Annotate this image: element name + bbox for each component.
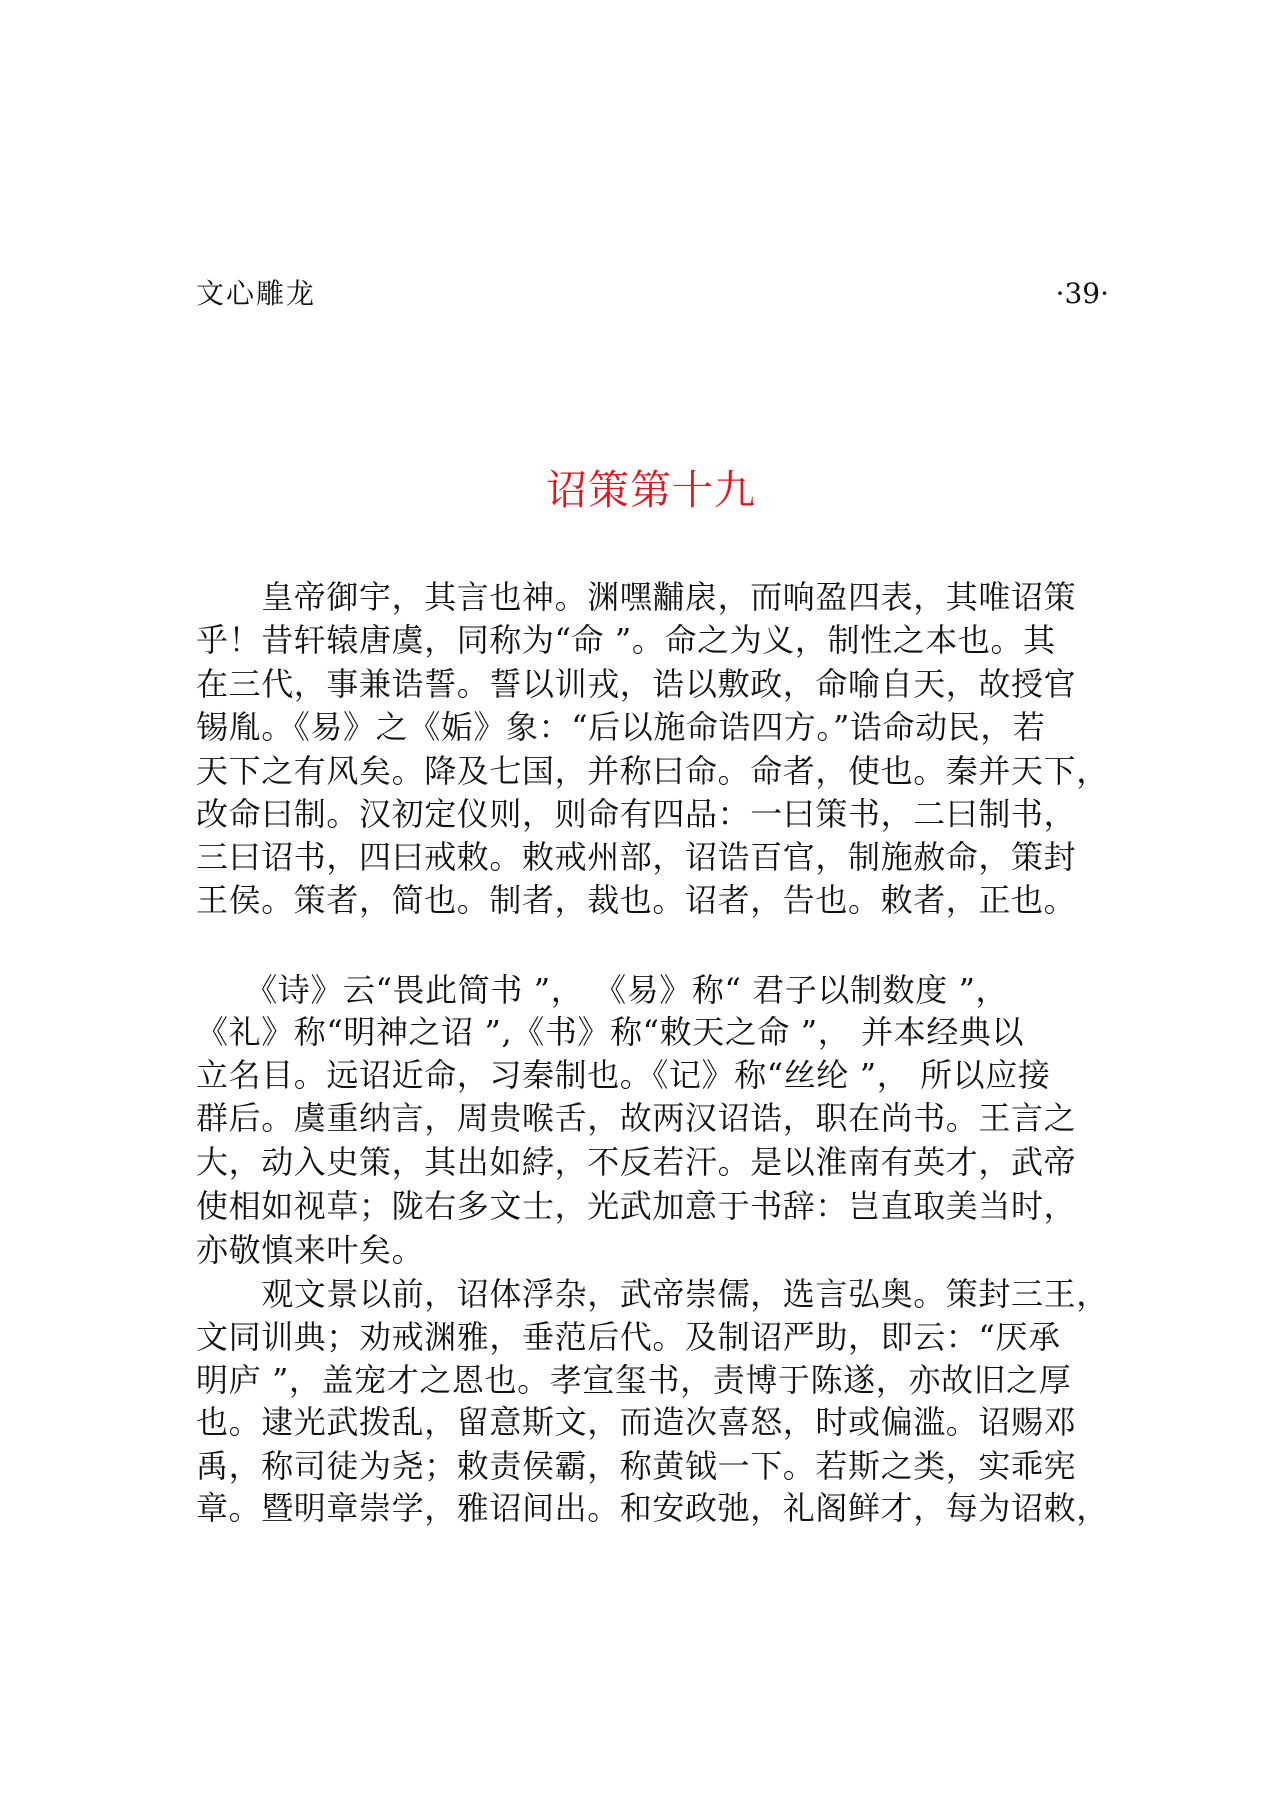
- text-line: 使相如视草；陇右多文士，光武加意于书辞：岂直取美当时，: [196, 1187, 1077, 1225]
- text-line: 乎！昔轩辕唐虞，同称为“命 ”。命之为义，制性之本也。其: [196, 621, 1056, 659]
- text-line: 改命曰制。汉初定仪则，则命有四品：一曰策书，二曰制书，: [196, 795, 1077, 833]
- text-line: 锡胤。《易》之《姤》象：“后以施命诰四方。”诰命动民，若: [196, 708, 1046, 746]
- page-number: ·39·: [1055, 277, 1109, 310]
- text-line: 也。逮光武拨乱，留意斯文，而造次喜怒，时或偏滥。诏赐邓: [196, 1403, 1077, 1441]
- text-line: 观文景以前，诏体浮杂，武帝崇儒，选言弘奥。策封三王，: [196, 1275, 1109, 1313]
- text-line: 《礼》称“明神之诏 ”,《书》称“敕天之命 ”， 并本经典以: [196, 1013, 1025, 1051]
- text-line: 在三代，事兼诰誓。誓以训戎，诰以敷政，命喻自天，故授官: [196, 665, 1077, 703]
- text-line: 皇帝御宇，其言也神。渊嘿黼扆，而响盈四表，其唯诏策: [196, 578, 1077, 616]
- text-line: 大，动入史策，其出如綍，不反若汗。是以淮南有英才，武帝: [196, 1143, 1077, 1181]
- text-line: 立名目。远诏近命，习秦制也。《记》称“丝纶 ”， 所以应接: [196, 1056, 1051, 1094]
- text-line: 天下之有风矣。降及七国，并称曰命。命者，使也。秦并天下，: [196, 752, 1109, 790]
- text-line: 亦敬慎来叶矣。: [196, 1231, 425, 1269]
- running-header-book-title: 文心雕龙: [196, 277, 317, 310]
- text-line: 文同训典；劝戒渊雅，垂范后代。及制诏严助，即云：“厌承: [196, 1318, 1061, 1356]
- text-line: 禹，称司徒为尧；敕责侯霸，称黄钺一下。若斯之类，实乖宪: [196, 1447, 1077, 1485]
- text-line: 明庐 ”，盖宠才之恩也。孝宣玺书，责博于陈遂，亦故旧之厚: [196, 1361, 1072, 1399]
- chapter-title: 诏策第十九: [546, 466, 756, 514]
- text-line: 章。暨明章崇学，雅诏间出。和安政弛，礼阁鲜才，每为诏敕，: [196, 1489, 1109, 1527]
- text-line: 王侯。策者，简也。制者，裁也。诏者，告也。敕者，正也。: [196, 881, 1077, 919]
- text-line: 群后。虞重纳言，周贵喉舌，故两汉诏诰，职在尚书。王言之: [196, 1099, 1077, 1137]
- text-line: 《诗》云“畏此简书 ”， 《易》称“ 君子以制数度 ”，: [196, 971, 1009, 1009]
- text-line: 三曰诏书，四曰戒敕。敕戒州部，诏诰百官，制施赦命，策封: [196, 838, 1077, 876]
